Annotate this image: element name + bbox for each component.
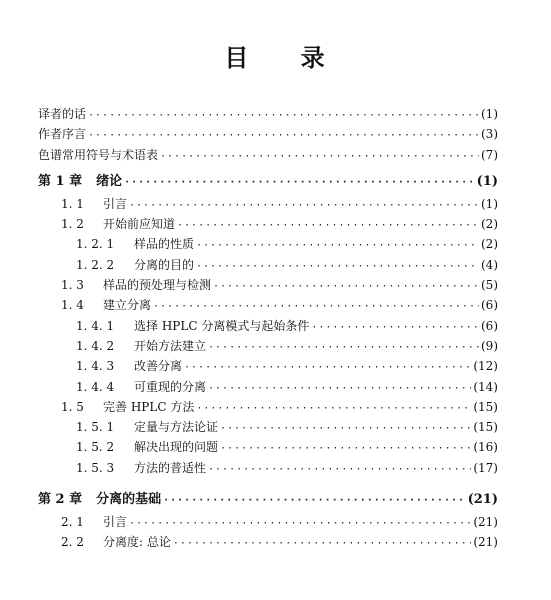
toc-entry-title: 分离的目的 bbox=[134, 257, 195, 272]
dot-leader bbox=[163, 489, 465, 513]
toc-entry-number: 1. 4. 4 bbox=[76, 379, 115, 394]
page-title bbox=[0, 38, 551, 73]
toc-entry-number: 第 2 章 bbox=[38, 492, 83, 508]
toc-entry[interactable] bbox=[38, 397, 498, 417]
table-of-contents bbox=[38, 104, 498, 553]
dot-leader bbox=[311, 318, 479, 338]
dot-leader bbox=[184, 358, 471, 378]
dot-leader bbox=[220, 419, 471, 439]
toc-entry-page: (21) bbox=[473, 535, 498, 550]
dot-leader bbox=[196, 399, 471, 419]
toc-entry[interactable] bbox=[38, 234, 498, 254]
toc-entry[interactable] bbox=[38, 532, 498, 552]
dot-leader bbox=[196, 236, 479, 256]
toc-entry-title: 色谱常用符号与术语表 bbox=[38, 147, 159, 162]
dot-leader bbox=[160, 147, 479, 167]
toc-entry-number: 1. 5. 2 bbox=[76, 440, 115, 455]
toc-entry-number: 1. 4 bbox=[61, 298, 84, 313]
title-char: 目 bbox=[224, 43, 251, 72]
toc-entry-page: (16) bbox=[473, 440, 498, 455]
toc-entry-page: (6) bbox=[481, 318, 498, 333]
toc-entry-page: (9) bbox=[481, 338, 498, 353]
toc-entry-title: 选择 HPLC 分离模式与起始条件 bbox=[134, 318, 310, 333]
toc-entry-number: 1. 5. 3 bbox=[76, 460, 115, 475]
toc-entry-title: 改善分离 bbox=[134, 359, 183, 374]
toc-entry-title: 引言 bbox=[103, 515, 128, 530]
toc-entry-title: 开始方法建立 bbox=[134, 338, 207, 353]
dot-leader bbox=[196, 257, 479, 277]
toc-entry-title: 分离度: 总论 bbox=[103, 535, 171, 550]
toc-entry-page: (1) bbox=[476, 173, 498, 189]
toc-entry-number: 1. 5 bbox=[61, 399, 84, 414]
toc-entry-page: (15) bbox=[473, 399, 498, 414]
toc-entry-page: (6) bbox=[481, 298, 498, 313]
toc-entry-page: (15) bbox=[473, 420, 498, 435]
toc-entry-title: 定量与方法论证 bbox=[134, 420, 219, 435]
toc-entry[interactable] bbox=[38, 104, 498, 124]
toc-entry-title: 译者的话 bbox=[38, 107, 87, 121]
toc-entry-number: 1. 4. 3 bbox=[76, 359, 115, 374]
toc-chapter-entry[interactable] bbox=[38, 170, 498, 194]
toc-entry-page: (17) bbox=[473, 460, 498, 475]
toc-entry-title: 引言 bbox=[103, 196, 128, 211]
toc-entry-page: (5) bbox=[481, 278, 498, 293]
toc-entry-title: 方法的普适性 bbox=[134, 460, 207, 475]
toc-entry-title: 作者序言 bbox=[38, 127, 87, 142]
dot-leader bbox=[208, 338, 479, 358]
toc-entry[interactable] bbox=[38, 458, 498, 478]
toc-entry[interactable] bbox=[38, 255, 498, 275]
dot-leader bbox=[208, 379, 471, 399]
toc-chapter-entry[interactable] bbox=[38, 488, 498, 512]
toc-entry-title: 开始前应知道 bbox=[103, 217, 176, 232]
toc-entry-page: (1) bbox=[481, 107, 498, 121]
toc-entry-number: 2. 2 bbox=[61, 535, 84, 550]
toc-entry[interactable] bbox=[38, 275, 498, 295]
toc-entry-number: 1. 3 bbox=[61, 278, 84, 293]
toc-entry-number: 1. 4. 1 bbox=[76, 318, 115, 333]
toc-entry-title: 样品的性质 bbox=[134, 237, 195, 252]
toc-entry-page: (21) bbox=[467, 492, 498, 508]
toc-entry-page: (4) bbox=[481, 257, 498, 272]
toc-entry[interactable] bbox=[38, 377, 498, 397]
toc-entry-title: 完善 HPLC 方法 bbox=[103, 399, 195, 414]
toc-entry[interactable] bbox=[38, 512, 498, 532]
toc-entry-number: 2. 1 bbox=[61, 515, 84, 530]
dot-leader bbox=[213, 277, 479, 297]
toc-entry[interactable] bbox=[38, 417, 498, 437]
dot-leader bbox=[129, 514, 471, 534]
toc-entry-page: (21) bbox=[473, 515, 498, 530]
toc-entry-title: 分离的基础 bbox=[96, 492, 162, 508]
toc-entry-number: 1. 2. 1 bbox=[76, 237, 115, 252]
dot-leader bbox=[129, 196, 479, 216]
toc-entry-page: (14) bbox=[473, 379, 498, 394]
dot-leader bbox=[177, 216, 479, 236]
dot-leader bbox=[88, 126, 479, 146]
toc-entry-number: 第 1 章 bbox=[38, 173, 83, 189]
toc-entry-page: (7) bbox=[481, 147, 498, 162]
toc-entry[interactable] bbox=[38, 194, 498, 214]
toc-entry[interactable] bbox=[38, 437, 498, 457]
toc-entry-page: (1) bbox=[481, 196, 498, 211]
toc-entry-title: 解决出现的问题 bbox=[134, 440, 219, 455]
dot-leader bbox=[153, 297, 479, 317]
dot-leader bbox=[208, 460, 471, 480]
toc-entry-title: 绪论 bbox=[96, 173, 123, 189]
toc-entry-page: (2) bbox=[481, 217, 498, 232]
toc-entry-number: 1. 5. 1 bbox=[76, 420, 115, 435]
toc-entry-title: 样品的预处理与检测 bbox=[103, 278, 212, 293]
dot-leader bbox=[173, 534, 472, 554]
dot-leader bbox=[88, 106, 479, 126]
toc-entry-number: 1. 2. 2 bbox=[76, 257, 115, 272]
toc-entry[interactable] bbox=[38, 295, 498, 315]
toc-entry-page: (2) bbox=[481, 237, 498, 252]
toc-entry[interactable] bbox=[38, 214, 498, 234]
dot-leader bbox=[220, 439, 471, 459]
toc-entry[interactable] bbox=[38, 124, 498, 144]
title-char: 录 bbox=[300, 43, 327, 72]
toc-entry[interactable] bbox=[38, 145, 498, 165]
toc-entry-number: 1. 2 bbox=[61, 217, 84, 232]
toc-entry-number: 1. 1 bbox=[61, 196, 84, 211]
toc-entry-title: 可重现的分离 bbox=[134, 379, 207, 394]
toc-entry-number: 1. 4. 2 bbox=[76, 338, 115, 353]
toc-entry[interactable] bbox=[38, 336, 498, 356]
dot-leader bbox=[124, 171, 475, 195]
toc-entry-page: (3) bbox=[481, 127, 498, 142]
toc-entry-title: 建立分离 bbox=[103, 298, 152, 313]
toc-entry[interactable] bbox=[38, 356, 498, 376]
toc-entry[interactable] bbox=[38, 316, 498, 336]
toc-entry-page: (12) bbox=[473, 359, 498, 374]
